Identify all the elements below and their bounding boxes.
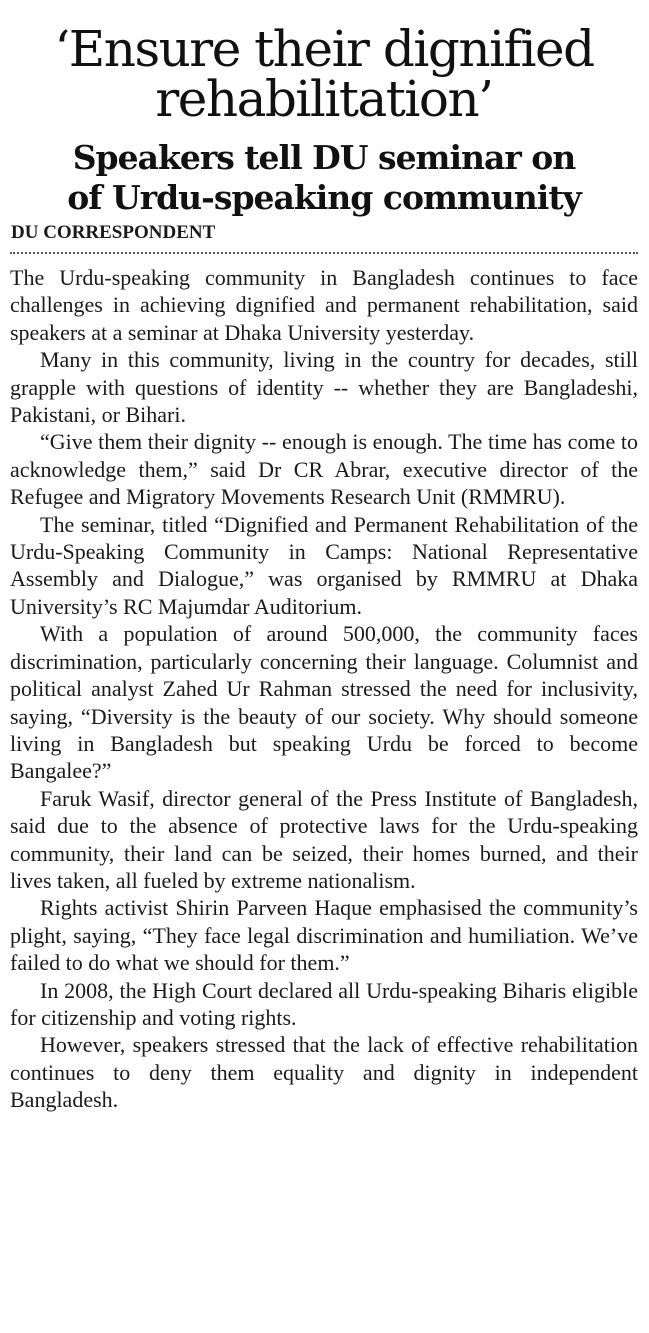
paragraph: Many in this community, living in the country for decades, still grapple with questions of identity -- whether they are Bangladeshi, Pakistani, or Bihari. bbox=[10, 347, 638, 428]
paragraph: With a population of around 500,000, the community faces discrimination, particularly concerning their language. Columnist and political analyst Zahed Ur Rahman stressed the need for inclusivity, saying, “Diversity is the beauty of our society. Why should someone living in Bangladesh but speaking Urdu be forced to become Bangalee?” bbox=[10, 621, 638, 784]
headline-line-2: rehabilitation’ bbox=[155, 70, 493, 128]
paragraph: The Urdu-speaking community in Bangladesh continues to face challenges in achieving dignified and permanent rehabilitation, said speakers at a seminar at Dhaka University yesterday. bbox=[10, 265, 638, 345]
paragraph: Faruk Wasif, director general of the Press Institute of Bangladesh, said due to the absence of protective laws for the Urdu-speaking community, their land can be seized, their homes burned, and their lives taken, all fueled by extreme nationalism. bbox=[10, 785, 638, 893]
paragraph: The seminar, titled “Dignified and Permanent Rehabilitation of the Urdu-Speaking Community in Camps: National Representative Assembly and Dialogue,” was organised by RMMRU at Dhaka University’s RC Majumdar Auditorium. bbox=[10, 511, 638, 619]
paragraph: However, speakers stressed that the lack of effective rehabilitation continues to deny them equality and dignity in independent Bangladesh. bbox=[10, 1032, 638, 1113]
headline bbox=[10, 20, 638, 128]
subheadline-line-1: Speakers tell DU seminar on bbox=[72, 138, 576, 177]
paragraph: In 2008, the High Court declared all Urdu-speaking Biharis eligible for citizenship and voting rights. bbox=[10, 977, 638, 1030]
article-body bbox=[10, 264, 638, 1114]
headline-line-1: ‘Ensure their dignified bbox=[54, 20, 594, 78]
byline: DU CORRESPONDENT bbox=[11, 222, 216, 243]
paragraph: Rights activist Shirin Parveen Haque emphasised the community’s plight, saying, “They face legal discrimination and humiliation. We’ve failed to do what we should for them.” bbox=[10, 895, 638, 976]
subheadline-line-2: of Urdu-speaking community bbox=[67, 178, 581, 217]
paragraph: “Give them their dignity -- enough is enough. The time has come to acknowledge them,” said Dr CR Abrar, executive director of the Refugee and Migratory Movements Research Unit (RMMRU). bbox=[10, 429, 638, 510]
subheadline bbox=[10, 138, 638, 218]
dotted-divider bbox=[10, 252, 638, 254]
news-article bbox=[10, 0, 638, 1114]
